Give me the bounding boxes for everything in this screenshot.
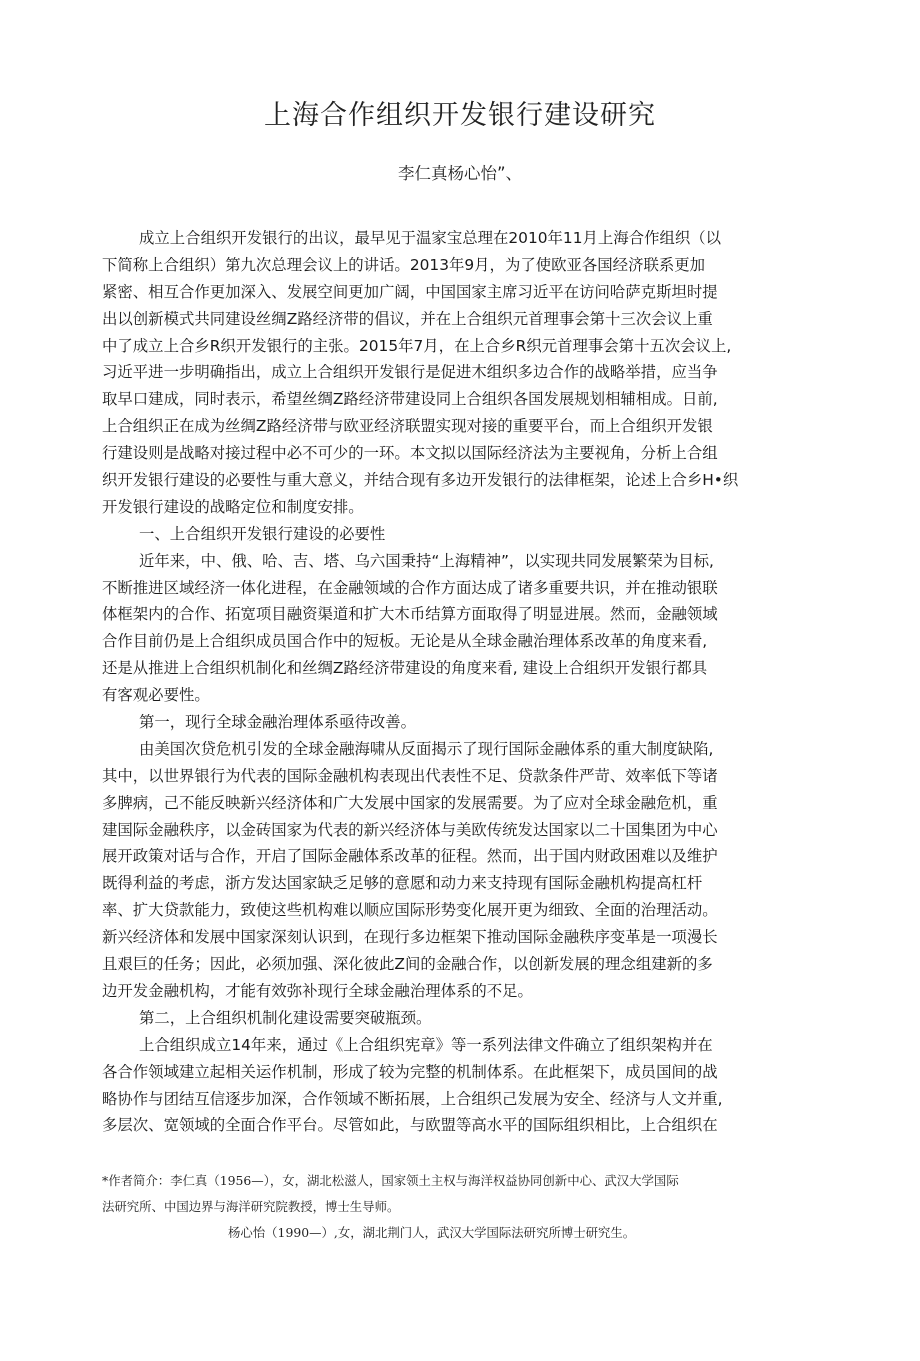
paragraph-line: 开发银行建设的战略定位和制度安排。 [102,497,364,516]
paragraph-line: 还是从推进上合组织机制化和丝绸Z路经济带建设的角度来看, 建设上合组织开发银行都具 [102,659,708,678]
article-body [102,225,802,1139]
subsection-heading: 第二，上合组织机制化建设需要突破瓶颈。 [139,1008,432,1027]
paragraph-line: 成立上合组织开发银行的出议，最早见于温家宝总理在2010年11月上海合作组织（以 [139,229,722,247]
paragraph-line: 多层次、宽领域的全面合作平台。尽管如此，与欧盟等高水平的国际组织相比，上合组织在 [102,1116,718,1135]
footnote-line: *作者简介：李仁真（1956—），女，湖北松滋人，国家领土主权与海洋权益协同创新中心、武汉大学国际 [102,1173,679,1188]
paragraph-line: 不断推进区域经济一体化进程，在金融领域的合作方面达成了诸多重要共识，并在推动银联 [102,578,718,597]
paragraph-line: 建国际金融秩序，以金砖国家为代表的新兴经济体与美欧传统发达国家以二十国集团为中心 [102,820,718,839]
paragraph-line: 有客观必要性。 [102,686,210,705]
subsection-heading: 第一，现行全球金融治理体系亟待改善。 [139,713,417,732]
paragraph-line: 其中，以世界银行为代表的国际金融机构表现出代表性不足、贷款条件严苛、效率低下等诸 [102,766,718,785]
footnote-line: 杨心怡（1990—）,女，湖北荆门人，武汉大学国际法研究所博士研究生。 [228,1225,636,1240]
paragraph-line: 率、扩大贷款能力，致使这些机构难以顺应国际形势变化展开更为细致、全面的治理活动。 [102,901,718,920]
footnotes [102,1168,802,1246]
paragraph-line: 合作目前仍是上合组织成员国合作中的短板。无论是从全球金融治理体系改革的角度来看, [102,632,708,651]
paragraph-line: 各合作领域建立起相关运作机制，形成了较为完整的机制体系。在此框架下，成员国间的战 [102,1062,718,1081]
paragraph-line: 多脾病，己不能反映新兴经济体和广大发展中国家的发展需要。为了应对全球金融危机，重 [102,793,718,812]
paragraph-line: 中了成立上合乡R织开发银行的主张。2015年7月，在上合乡R织元首理事会第十五次会议上, [102,336,732,355]
paragraph-line: 行建设则是战略对接过程中必不可少的一环。本文拟以国际经济法为主要视角，分析上合组 [102,444,718,463]
paragraph-line: 且艰巨的任务；因此，必须加强、深化彼此Z间的金融合作，以创新发展的理念组建新的多 [102,955,713,974]
paragraph-line: 由美国次贷危机引发的全球金融海啸从反面揭示了现行国际金融体系的重大制度缺陷, [139,739,714,758]
footnote-line: 法研究所、中国边界与海洋研究院教授，博士生导师。 [102,1199,400,1214]
paragraph-line: 略协作与团结互信逐步加深，合作领域不断拓展，上合组织己发展为安全、经济与人文并重, [102,1089,723,1108]
paragraph-line: 上合组织成立14年来，通过《上合组织宪章》等一系列法律文件确立了组织架构并在 [139,1035,713,1054]
document-title: 上海合作组织开发银行建设研究 [264,100,656,131]
paragraph-line: 近年来，中、俄、哈、吉、塔、乌六国秉持“上海精神”，以实现共同发展繁荣为目标, [139,551,714,570]
paragraph-line: 新兴经济体和发展中国家深刻认识到，在现行多边框架下推动国际金融秩序变革是一项漫长 [102,928,718,947]
section-heading: 一、上合组织开发银行建设的必要性 [139,524,386,543]
paragraph-line: 体框架内的合作、拓宽项目融资渠道和扩大木币结算方面取得了明显进展。然而，金融领域 [102,605,718,624]
paragraph-line: 出以创新模式共同建设丝绸Z路经济带的倡议，并在上合组织元首理事会第十三次会议上重 [102,309,713,328]
paragraph-line: 习近平进一步明确指出，成立上合组织开发银行是促进木组织多边合作的战略举措，应当争 [102,363,718,382]
author-line: 李仁真杨心怡”、 [397,164,523,183]
paragraph-line: 展开政策对话与合作，开启了国际金融体系改革的征程。然而，出于国内财政困难以及维护 [102,847,718,866]
paragraph-line: 紧密、相互合作更加深入、发展空间更加广阔，中国国家主席习近平在访问哈萨克斯坦时提 [102,282,718,301]
paragraph-line: 边开发金融机构，才能有效弥补现行全球金融治理体系的不足。 [102,981,533,1000]
paragraph-line: 既得利益的考虑，浙方发达国家缺乏足够的意愿和动力来支持现有国际金融机构提高杠杆 [102,874,703,893]
paragraph-line: 取早口建成，同时表示，希望丝绸Z路经济带建设同上合组织各国发展规划相辅相成。日前, [102,390,718,409]
paragraph-line: 织开发银行建设的必要性与重大意义，并结合现有多边开发银行的法律框架，论述上合乡H•织 [102,471,739,490]
paragraph-line: 上合组织正在成为丝绸Z路经济带与欧亚经济联盟实现对接的重要平台，而上合组织开发银 [102,417,713,436]
paragraph-line: 下简称上合组织）第九次总理会议上的讲话。2013年9月，为了使欧亚各国经济联系更加 [102,255,706,274]
